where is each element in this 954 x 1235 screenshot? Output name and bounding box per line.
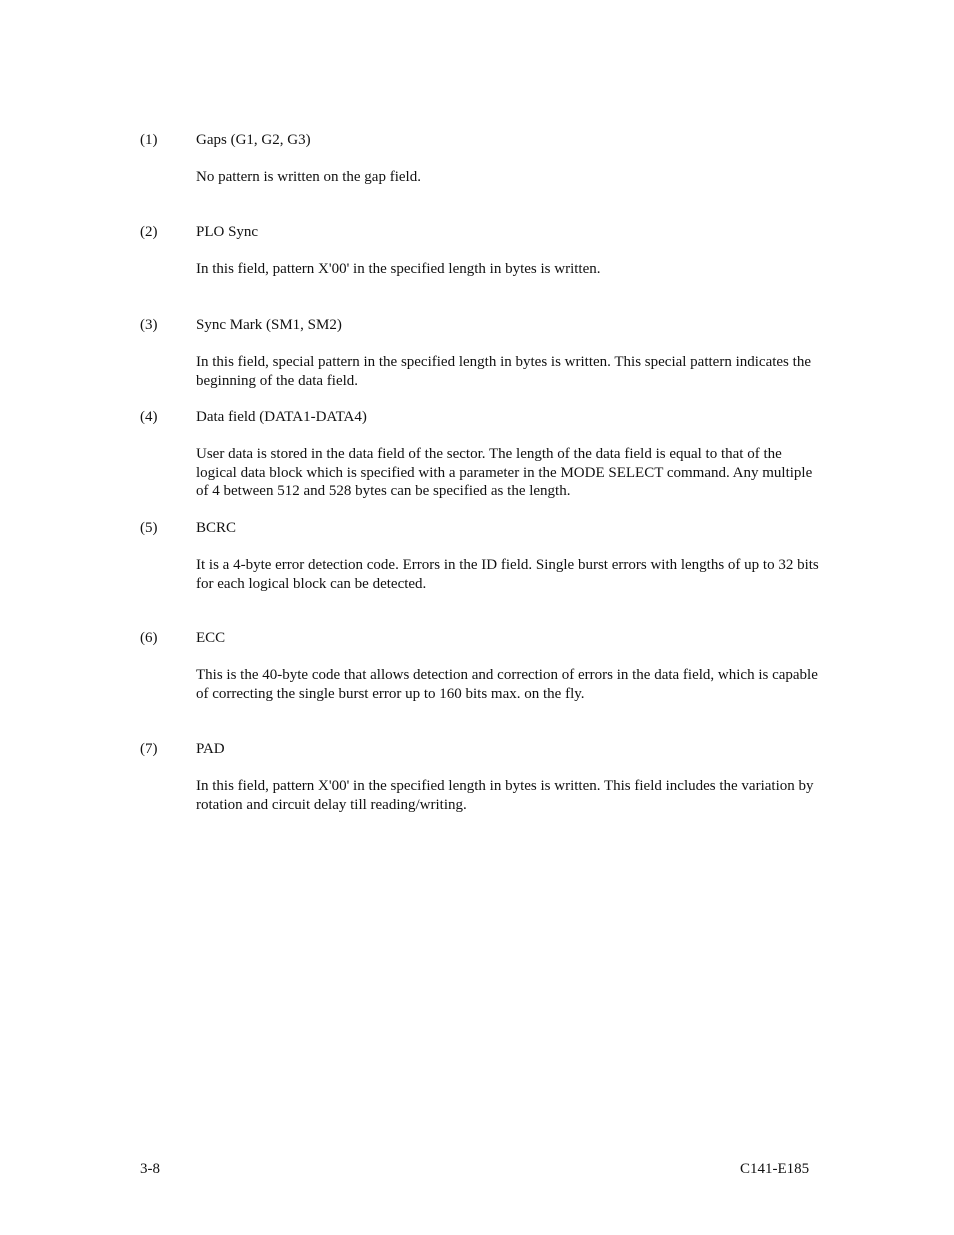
section-number: (4) <box>140 409 158 425</box>
section-number: (7) <box>140 741 158 757</box>
section-heading: BCRC <box>196 520 237 536</box>
section-body: No pattern is written on the gap field. <box>196 169 421 185</box>
section-body: In this field, pattern X'00' in the specified length in bytes is written. <box>196 261 601 277</box>
section-number: (2) <box>140 224 158 240</box>
section-body: This is the 40-byte code that allows detection and correction of errors in the data field, which is capable of correcting the single burst error up to 160 bits max. on the fly. <box>196 667 818 702</box>
section-body: In this field, pattern X'00' in the specified length in bytes is written. This field includes the variation by rotation and circuit delay till reading/writing. <box>196 778 814 813</box>
section-body: In this field, special pattern in the specified length in bytes is written. This special pattern indicates the beginning of the data field. <box>196 354 811 389</box>
section-heading: Data field (DATA1-DATA4) <box>196 409 367 425</box>
section-heading: PAD <box>196 741 225 757</box>
section-number: (5) <box>140 520 158 536</box>
document-code: C141-E185 <box>740 1161 810 1177</box>
section-body: It is a 4-byte error detection code. Errors in the ID field. Single burst errors with lengths of up to 32 bits for each logical block can be detected. <box>196 557 819 592</box>
section-number: (3) <box>140 317 158 333</box>
page-number: 3-8 <box>140 1161 160 1177</box>
section-body: User data is stored in the data field of the sector. The length of the data field is equal to that of the logical data block which is specified with a parameter in the MODE SELECT command. Any multiple of 4 between 512 and 528 bytes can be specified as the length. <box>196 446 813 499</box>
section-number: (6) <box>140 630 158 646</box>
section-heading: Sync Mark (SM1, SM2) <box>196 317 342 333</box>
section-heading: ECC <box>196 630 226 646</box>
section-number: (1) <box>140 132 158 148</box>
section-heading: PLO Sync <box>196 224 259 240</box>
section-heading: Gaps (G1, G2, G3) <box>196 132 311 148</box>
